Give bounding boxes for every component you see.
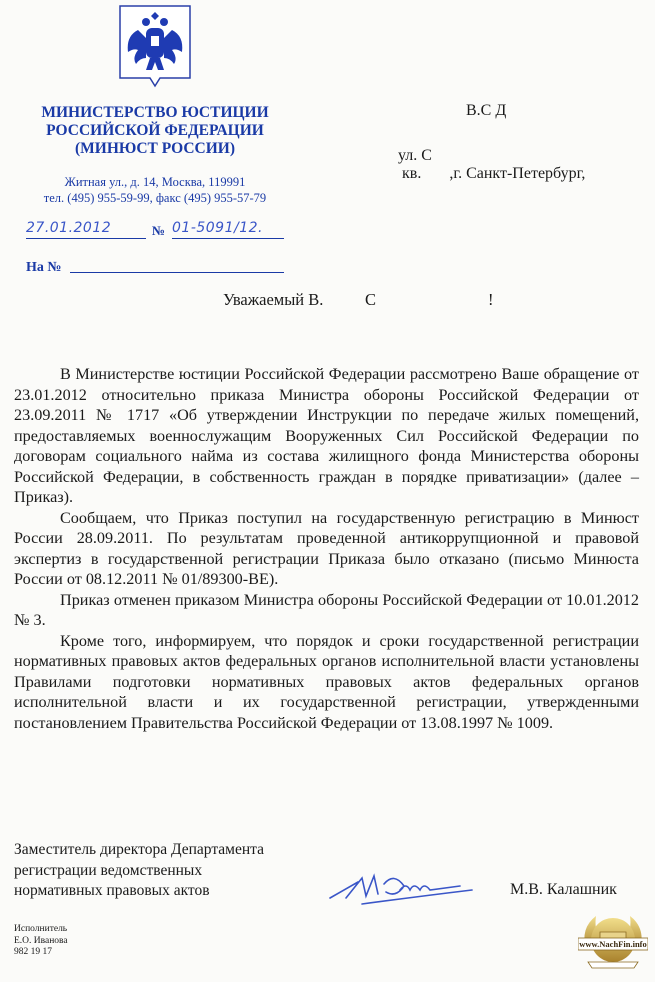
- document-number: 01-5091/12.: [172, 220, 284, 239]
- ministry-name: [20, 104, 290, 158]
- recipient-apartment-city: кв. ,г. Санкт-Петербург,: [402, 165, 586, 182]
- executor-phone: 982 19 17: [14, 947, 52, 957]
- body-paragraph: Кроме того, информируем, что порядок и сроки государственной регистрации нормативных правовых актов федеральных органов исполнительной власти установлены Правилами подготовки нормативных правовых актов федеральных органов исполнительной власти и их государственной регистрации, утвержденными постановлением Правительства Российской Федерации от 13.08.1997 № 1009.: [14, 631, 639, 732]
- handwritten-signature-icon: [322, 868, 492, 908]
- reply-blank-line: [70, 272, 284, 273]
- coat-of-arms-icon: [116, 4, 194, 90]
- position-line: Заместитель директора Департамента: [14, 841, 264, 858]
- ministry-address: [20, 174, 290, 206]
- greeting-text: Уважаемый В.: [223, 290, 324, 309]
- signatory-position: [14, 840, 264, 902]
- greeting: [223, 290, 513, 312]
- body-paragraph: Приказ отменен приказом Министра обороны Российской Федерации от 10.01.2012 № 3.: [14, 590, 639, 629]
- executor-label: Исполнитель: [14, 924, 68, 934]
- position-line: нормативных правовых актов: [14, 882, 210, 899]
- watermark-badge: [578, 910, 648, 976]
- document-date-number: [26, 220, 288, 242]
- position-line: регистрации ведомственных: [14, 861, 203, 879]
- reply-reference: [26, 258, 288, 276]
- executor-name: Е.О. Иванова: [14, 935, 68, 946]
- ministry-line: РОССИЙСКОЙ ФЕДЕРАЦИИ: [46, 122, 264, 139]
- ministry-line: МИНИСТЕРСТВО ЮСТИЦИИ: [41, 104, 269, 121]
- contacts-line: тел. (495) 955-59-99, факс (495) 955-57-79: [43, 191, 267, 205]
- greeting-middle: С: [365, 290, 377, 309]
- greeting-end: !: [488, 290, 494, 309]
- recipient-name: В.С Д: [466, 102, 507, 119]
- body-paragraph: В Министерстве юстиции Российской Федерации рассмотрено Ваше обращение от 23.01.2012 относительно приказа Министра обороны Российской Федерации от 23.09.2011 № 1717 «Об утверждении Инструкции по передаче жилых помещений, предоставляемых военнослужащим Вооруженных Сил Российской Федерации по договорам социального найма из состава жилищного фонда Министерства обороны Российской Федерации, в собственность граждан в порядке приватизации» (далее – Приказ).: [14, 365, 639, 506]
- signatory-name: М.В. Калашник: [510, 881, 617, 898]
- watermark-text: www.NachFin.info: [579, 939, 647, 949]
- recipient-street: ул. С: [398, 147, 432, 164]
- ministry-line: (МИНЮСТ РОССИИ): [74, 140, 236, 157]
- document-date: 27.01.2012: [26, 220, 146, 239]
- number-label: №: [152, 223, 166, 238]
- reply-label: На №: [26, 260, 62, 275]
- executor-block: [14, 924, 68, 959]
- letter-body: [14, 364, 639, 733]
- body-paragraph: Сообщаем, что Приказ поступил на государственную регистрацию в Минюст России 28.09.2011. По результатам проведенной антикоррупционной и правовой экспертиз в государственной регистрации Приказа было отказано (письмо Минюста России от 08.12.2011 № 01/89300-ВЕ).: [14, 508, 639, 588]
- address-line: Житная ул., д. 14, Москва, 119991: [64, 175, 246, 189]
